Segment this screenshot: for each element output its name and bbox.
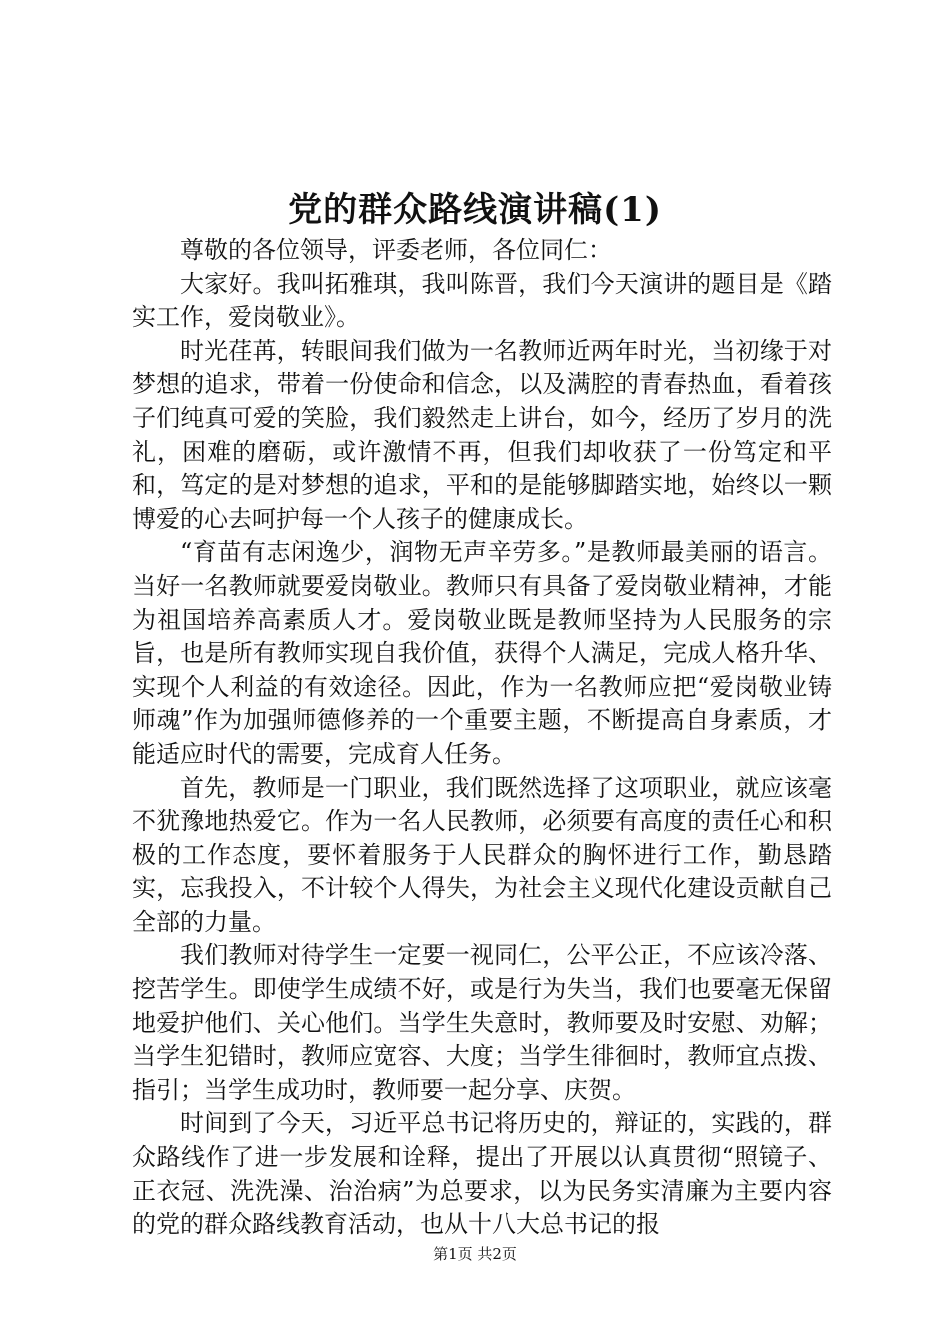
document-title: 党的群众路线演讲稿(1) (288, 190, 662, 230)
paragraph: 首先，教师是一门职业，我们既然选择了这项职业，就应该毫不犹豫地热爱它。作为一名人民教师，必须要有高度的责任心和积极的工作态度，要怀着服务于人民群众的胸怀进行工作，勤恳踏实，忘我投入，不计较个人得失，为社会主义现代化建设贡献自己全部的力量。 (132, 773, 832, 936)
paragraph: 时光荏苒，转眼间我们做为一名教师近两年时光，当初缘于对梦想的追求，带着一份使命和信念，以及满腔的青春热血，看着孩子们纯真可爱的笑脸，我们毅然走上讲台，如今，经历了岁月的洗礼，困难的磨砺，或许激情不再，但我们却收获了一份笃定和平和，笃定的是对梦想的追求，平和的是能够脚踏实地，始终以一颗博爱的心去呵护每一个人孩子的健康成长。 (132, 336, 832, 533)
document-body (132, 234, 832, 1242)
paragraph-salutation: 尊敬的各位领导，评委老师，各位同仁： (180, 236, 612, 264)
paragraph: 我们教师对待学生一定要一视同仁，公平公正，不应该冷落、挖苦学生。即使学生成绩不好，或是行为失当，我们也要毫无保留地爱护他们、关心他们。当学生失意时，教师要及时安慰、劝解；当学生犯错时，教师应宽容、大度；当学生徘徊时，教师宜点拨、指引；当学生成功时，教师要一起分享、庆贺。 (132, 941, 832, 1104)
paragraph: “育苗有志闲逸少，润物无声辛劳多。”是教师最美丽的语言。当好一名教师就要爱岗敬业。教师只有具备了爱岗敬业精神，才能为祖国培养高素质人才。爱岗敬业既是教师坚持为人民服务的宗旨，也是所有教师实现自我价值，获得个人满足，完成人格升华、实现个人利益的有效途径。因此，作为一名教师应把“爱岗敬业铸师魂”作为加强师德修养的一个重要主题，不断提高自身素质，才能适应时代的需要，完成育人任务。 (132, 538, 832, 768)
page-number-footer: 第1页 共2页 (433, 1245, 517, 1263)
paragraph: 时间到了今天，习近平总书记将历史的，辩证的，实践的，群众路线作了进一步发展和诠释，提出了开展以认真贯彻“照镜子、正衣冠、洗洗澡、治治病”为总要求，以为民务实清廉为主要内容的党的群众路线教育活动，也从十八大总书记的报 (132, 1109, 832, 1239)
paragraph-introduction: 大家好。我叫拓雅琪，我叫陈晋，我们今天演讲的题目是《踏实工作，爱岗敬业》。 (132, 269, 832, 332)
